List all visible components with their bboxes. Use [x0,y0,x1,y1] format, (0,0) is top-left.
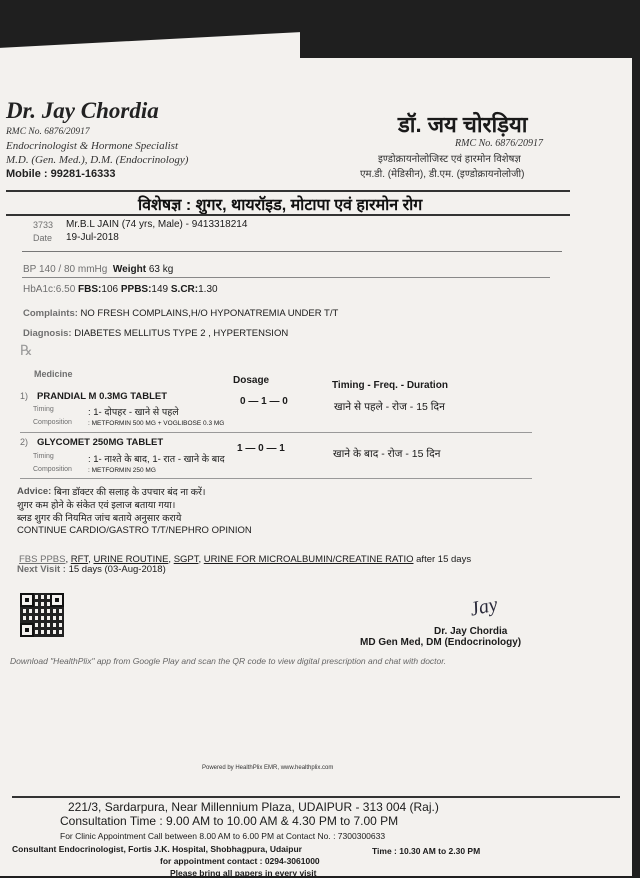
bp-label: BP [23,264,37,275]
patient-rule [22,251,562,252]
advice-line: शुगर कम होने के संकेत एवं इलाज बताया गया। [17,500,176,511]
medicine-number: 1) [20,391,29,401]
scr-value: 1.30 [198,284,218,295]
vitals-rule [22,277,550,278]
advice-label: Advice: [17,486,52,497]
medicine-composition: : METFORMIN 250 MG [88,467,156,474]
medicine-name: PRANDIAL M 0.3MG TABLET [37,391,168,402]
medicine-number: 2) [20,437,29,447]
vitals-line [23,264,173,275]
fbs-value: 106 [101,284,119,295]
tests-suffix: after 15 days [416,554,472,565]
complaints-text: NO FRESH COMPLAINS,H/O HYPONATREMIA UNDER T/T [80,308,339,319]
rx-symbol: ℞ [20,342,33,358]
visit-date: 19-Jul-2018 [66,232,119,243]
scr-label: S.CR: [170,284,199,295]
date-label: Date [33,233,53,243]
complaints-label: Complaints: [23,308,78,319]
medicine-rule [20,432,532,433]
banner-top-rule [6,190,570,192]
composition-label: Composition [33,466,72,473]
footer-rule [12,796,620,798]
degrees-hindi: एम.डी. (मेडिसीन), डी.एम. (इण्डोक्रायनोलोजी) [360,169,525,180]
medicine-schedule: खाने से पहले - रोज - 15 दिन [334,401,445,413]
weight-label: Weight [112,264,147,275]
medicine-composition: : METFORMIN 500 MG + VOGLIBOSE 0.3 MG [88,420,225,427]
signature-qualification: MD Gen Med, DM (Endocrinology) [360,637,522,648]
diagnosis-text: DIABETES MELLITUS TYPE 2 , HYPERTENSION [74,328,289,339]
clinic-appointment: For Clinic Appointment Call between 8.00 AM to 6.00 PM at Contact No. : 7300300633 [60,831,386,841]
next-visit-text: 15 days (03-Aug-2018) [68,564,166,575]
timing-label: Timing [33,406,54,413]
specialty-hindi: इण्डोक्रायनोलोजिस्ट एवं हारमोन विशेषज्ञ [378,154,521,165]
medicine-timing: : 1- नाश्ते के बाद, 1- रात - खाने के बाद [88,454,225,465]
test-item: SGPT [173,554,199,565]
timing-label: Timing [33,453,54,460]
footer-address: 221/3, Sardarpura, Near Millennium Plaza, UDAIPUR - 313 004 (Raj.) [68,800,439,814]
bp-value: 140 / 80 mmHg [38,264,108,275]
test-item: URINE ROUTINE [93,554,169,565]
medicine-dosage: 0 — 1 — 0 [240,396,288,407]
advice-line: CONTINUE CARDIO/GASTRO T/T/NEPHRO OPINION [17,525,252,536]
signature-scribble: Jay [467,593,500,621]
test-item: FBS PPBS [19,554,66,565]
test-item: URINE FOR MICROALBUMIN/CREATINE RATIO [203,554,414,565]
degrees: M.D. (Gen. Med.), D.M. (Endocrinology) [6,154,189,166]
doctor-name: Dr. Jay Chordia [6,98,159,123]
ppbs-label: PPBS: [120,284,152,295]
weight-value: 63 kg [148,264,174,275]
rmc-number-right: RMC No. 6876/20917 [455,138,544,149]
medicine-schedule: खाने के बाद - रोज - 15 दिन [333,448,441,460]
rmc-number: RMC No. 6876/20917 [6,127,90,137]
specialty-banner: विशेषज्ञ : शुगर, थायरॉइड, मोटापा एवं हारमोन रोग [138,197,423,214]
medicine-timing: : 1- दोपहर - खाने से पहले [88,407,179,418]
medicine-name: GLYCOMET 250MG TABLET [37,437,164,448]
diagnosis-label: Diagnosis: [23,328,72,339]
specialty: Endocrinologist & Hormone Specialist [6,140,179,152]
hospital-contact: for appointment contact : 0294-3061000 [160,856,320,866]
timing-header: Timing - Freq. - Duration [332,380,448,391]
medicine-dosage: 1 — 0 — 1 [237,443,285,454]
patient-id: 3733 [33,220,54,230]
patient-name-line: Mr.B.L JAIN (74 yrs, Male) - 9413318214 [66,219,248,230]
medicine-rule [20,478,532,479]
banner-bottom-rule [6,214,570,216]
advice-line: बिना डॉक्टर की सलाह के उपचार बंद ना करें। [54,487,206,498]
lab-results-line [23,284,218,295]
tests-line: FBS PPBS, RFT, URINE ROUTINE, SGPT, URINE FOR MICROALBUMIN/CREATINE RATIO after 15 days [19,554,472,565]
app-download-note: Download "HealthPlix" app from Google Play and scan the QR code to view digital prescription and chat with doctor. [10,656,447,666]
consultation-time: Consultation Time : 9.00 AM to 10.00 AM & 4.30 PM to 7.00 PM [60,814,399,828]
qr-code [20,593,64,637]
hospital-time: Time : 10.30 AM to 2.30 PM [372,846,481,856]
complaints-line [23,308,338,319]
next-visit-line [17,564,166,575]
diagnosis-line [23,328,288,339]
mobile-number: Mobile : 99281-16333 [6,168,116,180]
advice-line: ब्लड शुगर की नियमित जांच बताये अनुसार कराये [17,513,182,524]
composition-label: Composition [33,419,72,426]
ppbs-value: 149 [151,284,169,295]
fbs-label: FBS: [78,284,102,295]
next-visit-label: Next Visit : [17,564,66,575]
hospital-consultant: Consultant Endocrinologist, Fortis J.K. Hospital, Shobhagpura, Udaipur [12,844,302,854]
hba1c-value: HbA1c:6.50 [23,284,76,295]
bottom-cut-line: Please bring all papers in every visit [170,868,317,878]
dosage-header: Dosage [233,375,270,386]
powered-by: Powered by HealthPlix EMR, www.healthplix.com [202,765,334,771]
medicine-header: Medicine [34,369,73,379]
doctor-name-hindi: डॉ. जय चोरड़िया [398,112,528,137]
test-item: RFT [70,554,89,565]
signature-name: Dr. Jay Chordia [434,626,508,637]
